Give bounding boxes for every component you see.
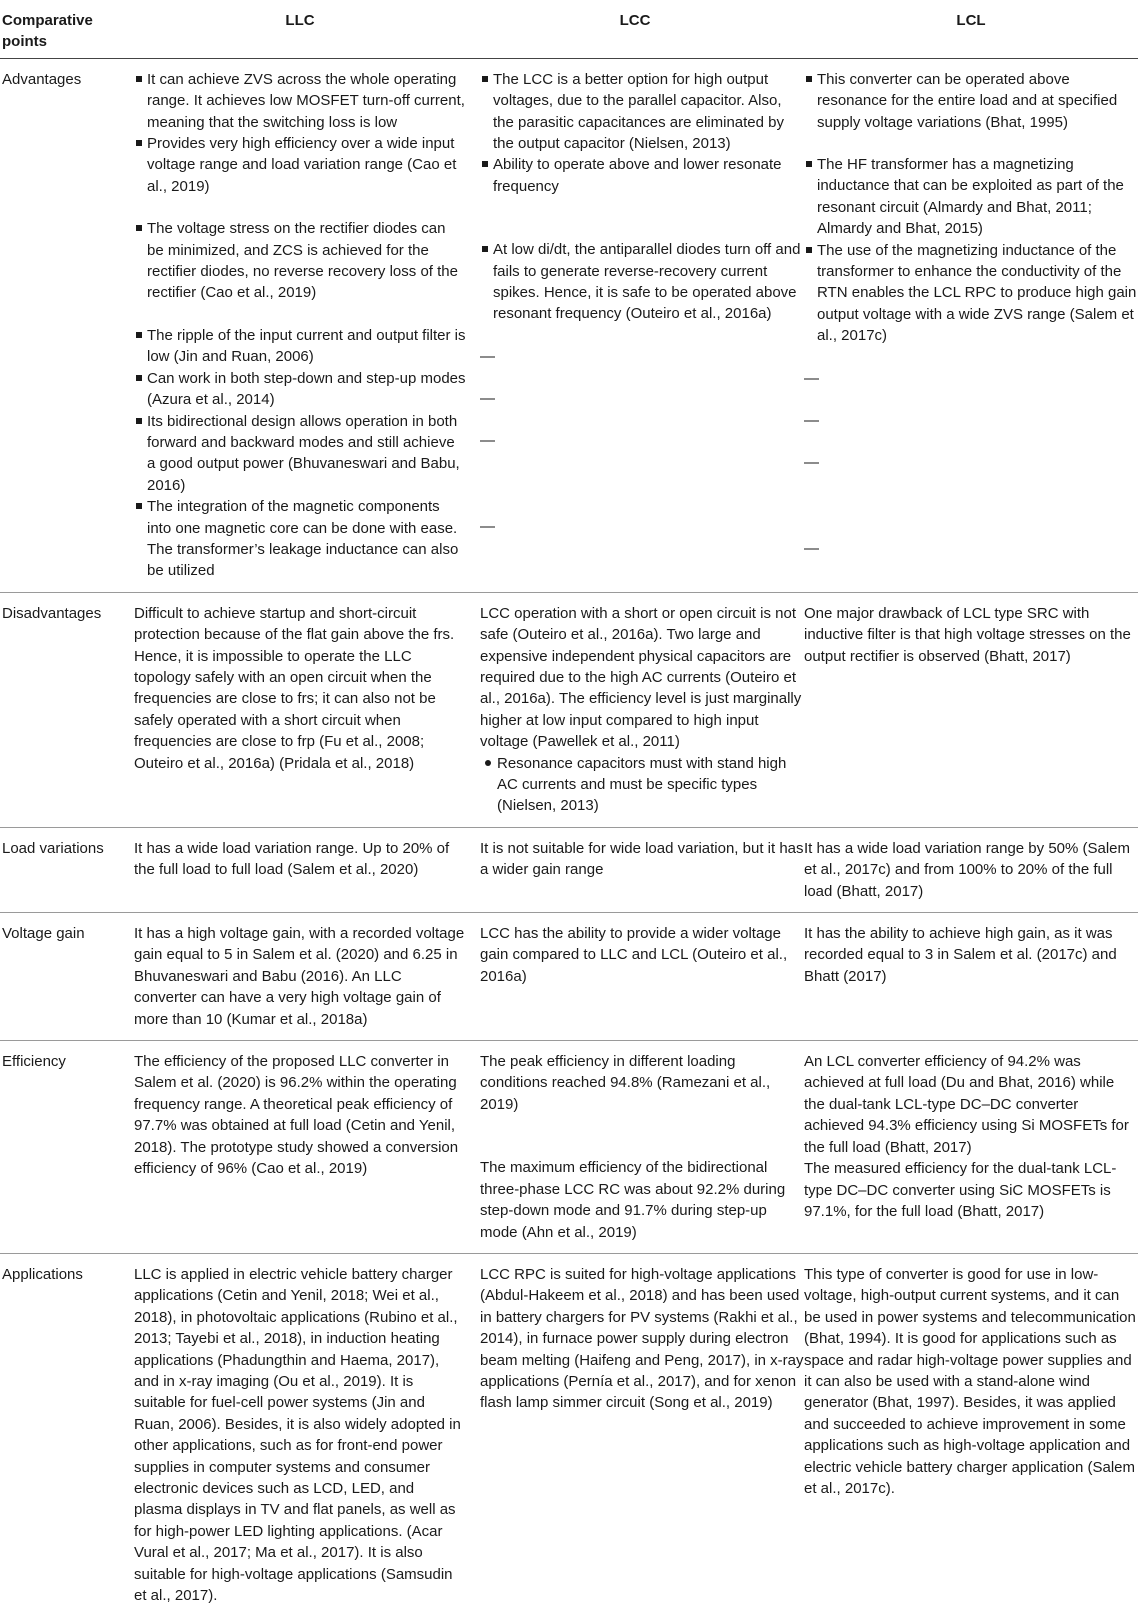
dash-placeholder: —	[480, 517, 495, 535]
row-label-advantages: Advantages	[2, 70, 82, 88]
applications-lcl: This type of converter is good for use in low-voltage, high-output current systems, and it can be used in power systems and telecommunication (Bhat, 1994). It is good for applications such as space and radar high-voltage power supplies and it can also be used with a stand-alone wind generator (Bhat, 1997). Besides, it was applied and succeeded to achieve improvement in some applications such as high-voltage application and electric vehicle battery charger application (Salem et al., 2017c).	[804, 1265, 1136, 1497]
applications-llc: LLC is applied in electric vehicle battery charger applications (Cetin and Yenil, 2018; Wei et al., 2018), in photovoltaic applications (Rubino et al., 2013; Tayebi et al., 2018), in induction heating applications (Phadungthin and Haema, 2017), and in x-ray imaging (Ou et al., 2019). It is suitable for fuel-cell power systems (Jin and Ruan, 2006). Besides, it is also widely adopted in other applications, such as for front-end power supplies in computer systems and consumer electronic devices such as LCD, LED, and plasma displays in TV and flat panels, as well as for high-power LED lighting applications. (Acar Vural et al., 2017; Ma et al., 2017). It is also suitable for high-voltage applications (Samsudin et al., 2017).	[134, 1265, 461, 1604]
list-item: It can achieve ZVS across the whole operating range. It achieves low MOSFET turn-off current, meaning that the switching loss is low	[134, 69, 466, 133]
applications-lcc: LCC RPC is suited for high-voltage applications (Abdul-Hakeem et al., 2018) and has been used in battery chargers for PV systems (Rakhi et al., 2014), in furnace power supply during electron beam melting (Haifeng and Peng, 2017), in x-ray applications (Pernía et al., 2017), and for xenon flash lamp simmer circuit (Song et al., 2019)	[480, 1265, 804, 1412]
list-item: The HF transformer has a magnetizing inductance that can be exploited as part of the resonant circuit (Almardy and Bhat, 2011; Almardy and Bhat, 2015)	[804, 154, 1138, 240]
list-item: The use of the magnetizing inductance of the transformer to enhance the conductivity of the RTN enables the LCL RPC to produce high gain output voltage with a wide ZVS range (Salem et al., 2017c)	[804, 240, 1138, 347]
disadvantages-llc: Difficult to achieve startup and short-circuit protection because of the flat gain above the frs. Hence, it is impossible to operate the LLC topology safely with an open circuit when the frequencies are close to frs; it can also not be safely operated with a short circuit when frequencies are close to frp (Fu et al., 2008; Outeiro et al., 2016a) (Pridala et al., 2018)	[134, 604, 455, 772]
disadvantages-lcc-text: LCC operation with a short or open circuit is not safe (Outeiro et al., 2016a). Two large and expensive independent physical capacitors are required due to the high AC currents (Outeiro et al., 2016a). The efficiency level is just marginally higher at low input compared to high input voltage (Pawellek et al., 2011)	[480, 604, 802, 751]
load-lcl: It has a wide load variation range by 50% (Salem et al., 2017c) and from 100% to 20% of the full load (Bhatt, 2017)	[804, 839, 1131, 900]
efficiency-lcc-1: The peak efficiency in different loading conditions reached 94.8% (Ramezani et al., 2019)	[480, 1053, 771, 1113]
efficiency-lcl	[804, 1041, 1138, 1254]
square-bullet-icon	[134, 368, 147, 411]
efficiency-lcc	[466, 1041, 804, 1254]
dash-placeholder: —	[804, 411, 819, 429]
header-lcc: LCC	[466, 0, 804, 58]
dash-placeholder: —	[480, 389, 495, 407]
efficiency-lcc-2: The maximum efficiency of the bidirectional three-phase LCC RC was about 92.2% during step-down mode and 91.7% during step-up mode (Ahn et al., 2019)	[480, 1159, 786, 1241]
efficiency-lcl-1: An LCL converter efficiency of 94.2% was achieved at full load (Du and Bhat, 2016) while the dual-tank LCL-type DC–DC converter achieved 94.3% efficiency using Si MOSFETs for the full load (Bhatt, 2017)	[804, 1053, 1129, 1156]
header-comparative-points: Comparative points	[0, 0, 134, 58]
efficiency-lcl-2: The measured efficiency for the dual-tank LCL-type DC–DC converter using SiC MOSFETs is 97.1%, for the full load (Bhatt, 2017)	[804, 1160, 1117, 1220]
dash-placeholder: —	[480, 347, 495, 365]
list-item: Resonance capacitors must with stand high AC currents and must be specific types (Nielsen, 2013)	[480, 753, 804, 817]
row-label-voltage-gain: Voltage gain	[2, 925, 85, 943]
dash-placeholder: —	[480, 431, 495, 449]
row-label-applications: Applications	[2, 1265, 83, 1283]
square-bullet-icon	[804, 154, 817, 240]
row-efficiency	[0, 1041, 1138, 1254]
load-lcc: It is not suitable for wide load variation, but it has a wider gain range	[480, 839, 804, 879]
square-bullet-icon	[134, 218, 147, 304]
list-item: Can work in both step-down and step-up modes (Azura et al., 2014)	[134, 368, 466, 411]
square-bullet-icon	[480, 154, 493, 197]
gain-lcl: It has the ability to achieve high gain, as it was recorded equal to 3 in Salem et al. (2017c) and Bhatt (2017)	[804, 925, 1117, 985]
row-label-load-variations: Load variations	[2, 839, 104, 857]
header-row	[0, 0, 1138, 58]
list-item: The ripple of the input current and output filter is low (Jin and Ruan, 2006)	[134, 325, 466, 368]
header-llc: LLC	[134, 0, 466, 58]
square-bullet-icon	[480, 69, 493, 155]
round-bullet-icon	[482, 753, 497, 817]
list-item: At low di/dt, the antiparallel diodes turn off and fails to generate reverse-recovery current spikes. Hence, it is safe to be operated above resonant frequency (Outeiro et al., 2016a)	[480, 239, 804, 325]
row-voltage-gain	[0, 913, 1138, 1041]
row-advantages	[0, 58, 1138, 592]
square-bullet-icon	[804, 69, 817, 133]
advantages-lcc	[466, 58, 804, 592]
list-item: This converter can be operated above resonance for the entire load and at specified supply voltage variations (Bhat, 1995)	[804, 69, 1138, 133]
list-item: Provides very high efficiency over a wide input voltage range and load variation range (Cao et al., 2019)	[134, 133, 466, 197]
list-item: The integration of the magnetic components into one magnetic core can be done with ease. The transformer’s leakage inductance can also be utilized	[134, 496, 466, 582]
row-label-efficiency: Efficiency	[2, 1053, 66, 1071]
disadvantages-lcl: One major drawback of LCL type SRC with inductive filter is that high voltage stresses on the output rectifier is observed (Bhatt, 2017)	[804, 604, 1131, 665]
load-llc: It has a wide load variation range. Up to 20% of the full load to full load (Salem et al., 2020)	[134, 839, 450, 879]
list-item: The LCC is a better option for high output voltages, due to the parallel capacitor. Also, the parasitic capacitances are eliminated by the output capacitor (Nielsen, 2013)	[480, 69, 804, 155]
square-bullet-icon	[804, 240, 817, 347]
gain-llc: It has a high voltage gain, with a recorded voltage gain equal to 5 in Salem et al. (2020) and 6.25 in Bhuvaneswari and Babu (2016). An LLC converter can have a very high voltage gain of more than 10 (Kumar et al., 2018a)	[134, 925, 465, 1028]
header-lcl: LCL	[804, 0, 1138, 58]
square-bullet-icon	[134, 411, 147, 497]
list-item: Its bidirectional design allows operation in both forward and backward modes and still achieve a good output power (Bhuvaneswari and Babu, 2016)	[134, 411, 466, 497]
square-bullet-icon	[134, 133, 147, 197]
row-disadvantages	[0, 592, 1138, 827]
list-item: Ability to operate above and lower resonate frequency	[480, 154, 804, 197]
list-item: The voltage stress on the rectifier diodes can be minimized, and ZCS is achieved for the rectifier diodes, no reverse recovery loss of the rectifier (Cao et al., 2019)	[134, 218, 466, 304]
dash-placeholder: —	[804, 453, 819, 471]
square-bullet-icon	[134, 496, 147, 582]
advantages-llc	[134, 58, 466, 592]
disadvantages-lcc	[466, 592, 804, 827]
square-bullet-icon	[134, 69, 147, 133]
row-applications	[0, 1253, 1138, 1616]
square-bullet-icon	[480, 239, 493, 325]
row-load-variations	[0, 827, 1138, 912]
dash-placeholder: —	[804, 539, 819, 557]
advantages-lcl	[804, 58, 1138, 592]
gain-lcc: LCC has the ability to provide a wider voltage gain compared to LLC and LCL (Outeiro et al., 2016a)	[480, 925, 788, 985]
row-label-disadvantages: Disadvantages	[2, 604, 102, 622]
dash-placeholder: —	[804, 369, 819, 387]
efficiency-llc: The efficiency of the proposed LLC converter in Salem et al. (2020) is 96.2% within the operating frequency range. A theoretical peak efficiency of 97.7% was obtained at full load (Cetin and Yenil, 2018). The prototype study showed a conversion efficiency of 96% (Cao et al., 2019)	[134, 1053, 459, 1178]
square-bullet-icon	[134, 325, 147, 368]
